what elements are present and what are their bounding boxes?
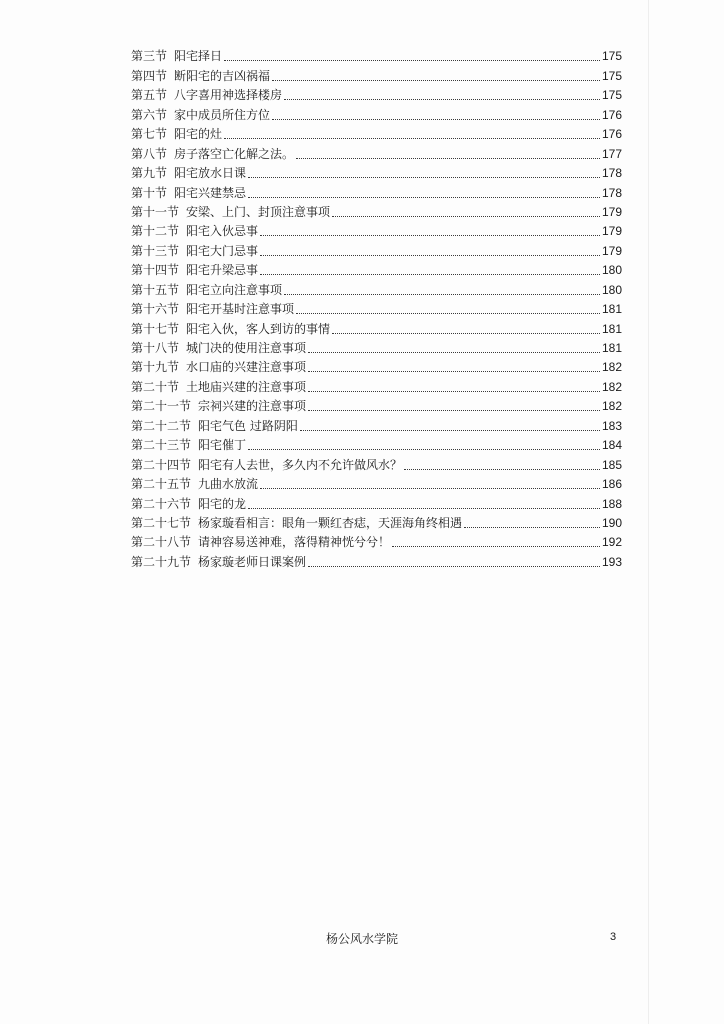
toc-page-number: 188 [601,496,622,511]
toc-section-number: 第四节 [131,68,168,83]
toc-row [131,336,622,355]
page-number: 3 [610,931,617,943]
toc-leader-dots [248,505,600,509]
toc-leader-dots [332,213,600,217]
toc-leader-dots [300,427,600,431]
toc-section-number: 第三节 [131,49,168,64]
toc-leader-dots [392,543,600,547]
scan-edge-line [648,0,649,1024]
toc-entry-title: 阳宅有人去世，多久内不允许做风水？ [198,457,403,472]
toc-page-number: 177 [601,146,622,161]
toc-entry-title: 阳宅催丁 [198,438,247,453]
toc-entry-title: 阳宅大门忌事 [186,243,259,258]
toc-page-number: 181 [601,321,622,336]
toc-leader-dots [260,252,600,256]
toc-leader-dots [464,524,600,528]
toc-entry-title: 阳宅气色 过路阴阳 [198,418,298,433]
toc-section-number: 第五节 [131,88,168,103]
toc-page-number: 182 [601,379,622,394]
toc-row [131,44,622,63]
toc-leader-dots [272,77,600,81]
toc-page-number: 181 [601,302,622,317]
toc-section-number: 第二十二节 [131,418,192,433]
toc-entry-title: 房子落空亡化解之法。 [174,146,295,161]
toc-row [131,161,622,180]
toc-page-number: 182 [601,399,622,414]
toc-page-number: 186 [601,477,622,492]
toc-leader-dots [248,194,600,198]
toc-page-number: 183 [601,418,622,433]
toc-row [131,452,622,471]
toc-entry-title: 阳宅放水日课 [174,166,247,181]
toc-page-number: 184 [601,438,622,453]
toc-page-number: 176 [601,127,622,142]
toc-entry-title: 阳宅入伙，客人到访的事情 [186,321,331,336]
toc-row [131,472,622,491]
toc-entry-title: 土地庙兴建的注意事项 [186,379,307,394]
toc-row [131,141,622,160]
toc-entry-title: 阳宅的灶 [174,127,223,142]
toc-leader-dots [308,563,600,567]
toc-entry-title: 宗祠兴建的注意事项 [198,399,307,414]
toc-entry-title: 家中成员所住方位 [174,107,271,122]
toc-section-number: 第二十节 [131,379,180,394]
toc-section-number: 第十三节 [131,243,180,258]
toc-row [131,277,622,296]
toc-entry-title: 阳宅入伙忌事 [186,224,259,239]
toc-leader-dots [284,291,600,295]
toc-row [131,200,622,219]
toc-section-number: 第八节 [131,146,168,161]
toc-row [131,219,622,238]
toc-section-number: 第十四节 [131,263,180,278]
toc-entry-title: 请神容易送神难，落得精神恍兮兮！ [198,535,391,550]
toc-page-number: 178 [601,185,622,200]
toc-page-number: 181 [601,341,622,355]
toc-entry-title: 安梁、上门、封顶注意事项 [186,204,331,219]
toc-leader-dots [260,232,600,236]
toc-entry-title: 杨家璇看相言：眼角一颗红杏痣，天涯海角终相遇 [198,515,463,530]
toc-entry-title: 九曲水放流 [198,477,259,492]
toc-row [131,297,622,316]
toc-row [131,258,622,277]
toc-page-number: 180 [601,282,622,297]
toc-page-number: 185 [601,457,622,472]
toc-page-number: 176 [601,107,622,122]
toc-leader-dots [308,407,600,411]
toc-leader-dots [296,310,600,314]
toc-section-number: 第十九节 [131,360,180,375]
footer-title: 杨公风水学院 [325,932,398,946]
toc-entry-title: 阳宅开基时注意事项 [186,302,295,317]
toc-row [131,63,622,82]
toc-leader-dots [284,96,600,100]
toc-page-number: 179 [601,243,622,258]
toc-section-number: 第二十八节 [131,535,192,550]
toc-row [131,530,622,549]
toc-section-number: 第六节 [131,107,168,122]
toc-leader-dots [308,388,600,392]
toc-section-number: 第十一节 [131,204,180,219]
toc-page-number: 180 [601,263,622,278]
toc-leader-dots [404,466,600,470]
toc-leader-dots [308,368,600,372]
toc-leader-dots [224,57,600,61]
toc-entry-title: 断阳宅的吉凶祸福 [174,68,271,83]
toc-row [131,122,622,141]
toc-section-number: 第二十六节 [131,496,192,511]
toc-page-number: 193 [601,554,622,569]
toc-entry-title: 水口庙的兴建注意事项 [186,360,307,375]
toc-section-number: 第九节 [131,166,168,181]
toc-entry-title: 城门决的使用注意事项 [186,341,307,355]
toc-leader-dots [272,116,600,120]
toc-page-number: 175 [601,88,622,103]
toc-page-number: 182 [601,360,622,375]
toc-row [131,491,622,510]
toc-page-number: 175 [601,68,622,83]
toc-section-number: 第十二节 [131,224,180,239]
toc-leader-dots [248,174,600,178]
toc-row [131,83,622,102]
toc-row [131,355,622,374]
toc-section-number: 第二十四节 [131,457,192,472]
toc-row [131,394,622,413]
toc-row [131,238,622,257]
toc-section-number: 第二十五节 [131,477,192,492]
toc-leader-dots [260,485,600,489]
toc-leader-dots [296,155,600,159]
toc-section-number: 第十五节 [131,282,180,297]
toc-row [131,413,622,432]
toc-row [131,316,622,335]
toc-entry-title: 阳宅的龙 [198,496,247,511]
toc-page-number: 178 [601,166,622,181]
toc-entry-title: 阳宅择日 [174,49,223,64]
toc-entry-title: 阳宅升梁忌事 [186,263,259,278]
toc-section-number: 第十节 [131,185,168,200]
toc-section-number: 第七节 [131,127,168,142]
toc-entry-title: 阳宅立向注意事项 [186,282,283,297]
toc-row [131,102,622,121]
toc-leader-dots [260,271,600,275]
toc-section-number: 第二十九节 [131,554,192,569]
toc-page-number: 192 [601,535,622,550]
toc-row [131,549,622,568]
toc-leader-dots [248,446,600,450]
toc-page-number: 179 [601,224,622,239]
toc-entry-title: 八字喜用神选择楼房 [174,88,283,103]
toc-page-number: 175 [601,49,622,64]
toc-row [131,433,622,452]
toc-entry-title: 杨家璇老师日课案例 [198,554,307,569]
toc-row [131,511,622,530]
toc-row [131,374,622,393]
toc-section-number: 第十六节 [131,302,180,317]
toc-leader-dots [332,330,600,334]
toc-section-number: 第十七节 [131,321,180,336]
toc-section-number: 第十八节 [131,341,180,355]
toc-section-number: 第二十一节 [131,399,192,414]
toc-leader-dots [308,349,600,353]
toc-page-number: 190 [601,515,622,530]
toc-page-number: 179 [601,204,622,219]
table-of-contents [131,44,622,569]
toc-leader-dots [224,135,600,139]
toc-row [131,180,622,199]
toc-section-number: 第二十七节 [131,515,192,530]
toc-entry-title: 阳宅兴建禁忌 [174,185,247,200]
toc-section-number: 第二十三节 [131,438,192,453]
